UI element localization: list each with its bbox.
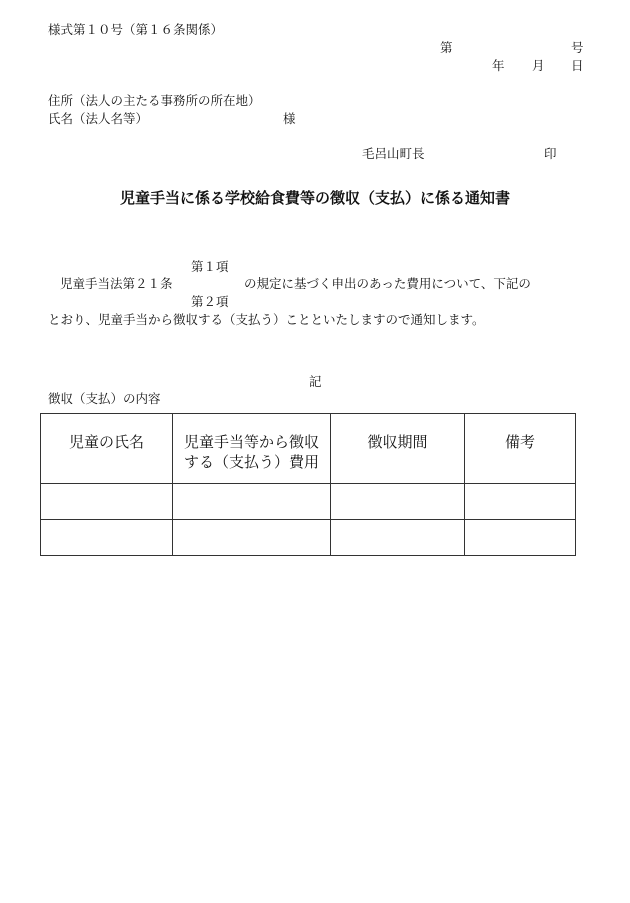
article-paragraph-2: 第２項 bbox=[191, 294, 229, 309]
section-label: 徴収（支払）の内容 bbox=[48, 391, 161, 406]
cell-collection-period[interactable] bbox=[331, 520, 465, 556]
cell-remarks[interactable] bbox=[465, 484, 576, 520]
issuer-name: 毛呂山町長 bbox=[362, 146, 425, 161]
honorific: 様 bbox=[283, 111, 296, 126]
date-day: 日 bbox=[571, 58, 584, 73]
document-title: 児童手当に係る学校給食費等の徴収（支払）に係る通知書 bbox=[119, 189, 510, 207]
collection-content-table bbox=[40, 413, 576, 556]
header-child-name-line1: 児童の氏名 bbox=[68, 433, 144, 451]
address-label: 住所（法人の主たる事務所の所在地） bbox=[48, 93, 261, 108]
header-remarks bbox=[465, 414, 576, 484]
header-child-name bbox=[41, 414, 173, 484]
date-year: 年 bbox=[492, 58, 505, 73]
doc-number-suffix: 号 bbox=[571, 40, 584, 55]
table-header-row bbox=[41, 414, 576, 484]
cell-expense[interactable] bbox=[173, 484, 331, 520]
cell-collection-period[interactable] bbox=[331, 484, 465, 520]
law-reference: 児童手当法第２１条 bbox=[60, 276, 173, 291]
name-label: 氏名（法人名等） bbox=[48, 111, 149, 126]
header-expense bbox=[173, 414, 331, 484]
doc-number-prefix: 第 bbox=[440, 40, 453, 55]
header-collection-period bbox=[331, 414, 465, 484]
cell-expense[interactable] bbox=[173, 520, 331, 556]
header-expense-line1: 児童手当等から徴収 bbox=[183, 433, 319, 451]
header-remarks-line1: 備考 bbox=[504, 433, 535, 451]
date-month: 月 bbox=[532, 58, 545, 73]
seal-mark: 印 bbox=[544, 146, 557, 161]
header-collection-period-line1: 徴収期間 bbox=[367, 433, 428, 451]
cell-child-name[interactable] bbox=[41, 484, 173, 520]
cell-child-name[interactable] bbox=[41, 520, 173, 556]
body-continuation: の規定に基づく申出のあった費用について、下記の bbox=[244, 276, 531, 291]
article-paragraph-1: 第１項 bbox=[191, 259, 229, 274]
ki-marker: 記 bbox=[309, 374, 322, 389]
table-row bbox=[41, 484, 576, 520]
table-row bbox=[41, 520, 576, 556]
header-expense-line2: する（支払う）費用 bbox=[183, 453, 319, 472]
cell-remarks[interactable] bbox=[465, 520, 576, 556]
body-second-line: とおり、児童手当から徴収する（支払う）ことといたしますので通知します。 bbox=[48, 312, 485, 327]
form-number: 様式第１０号（第１６条関係） bbox=[48, 22, 224, 37]
